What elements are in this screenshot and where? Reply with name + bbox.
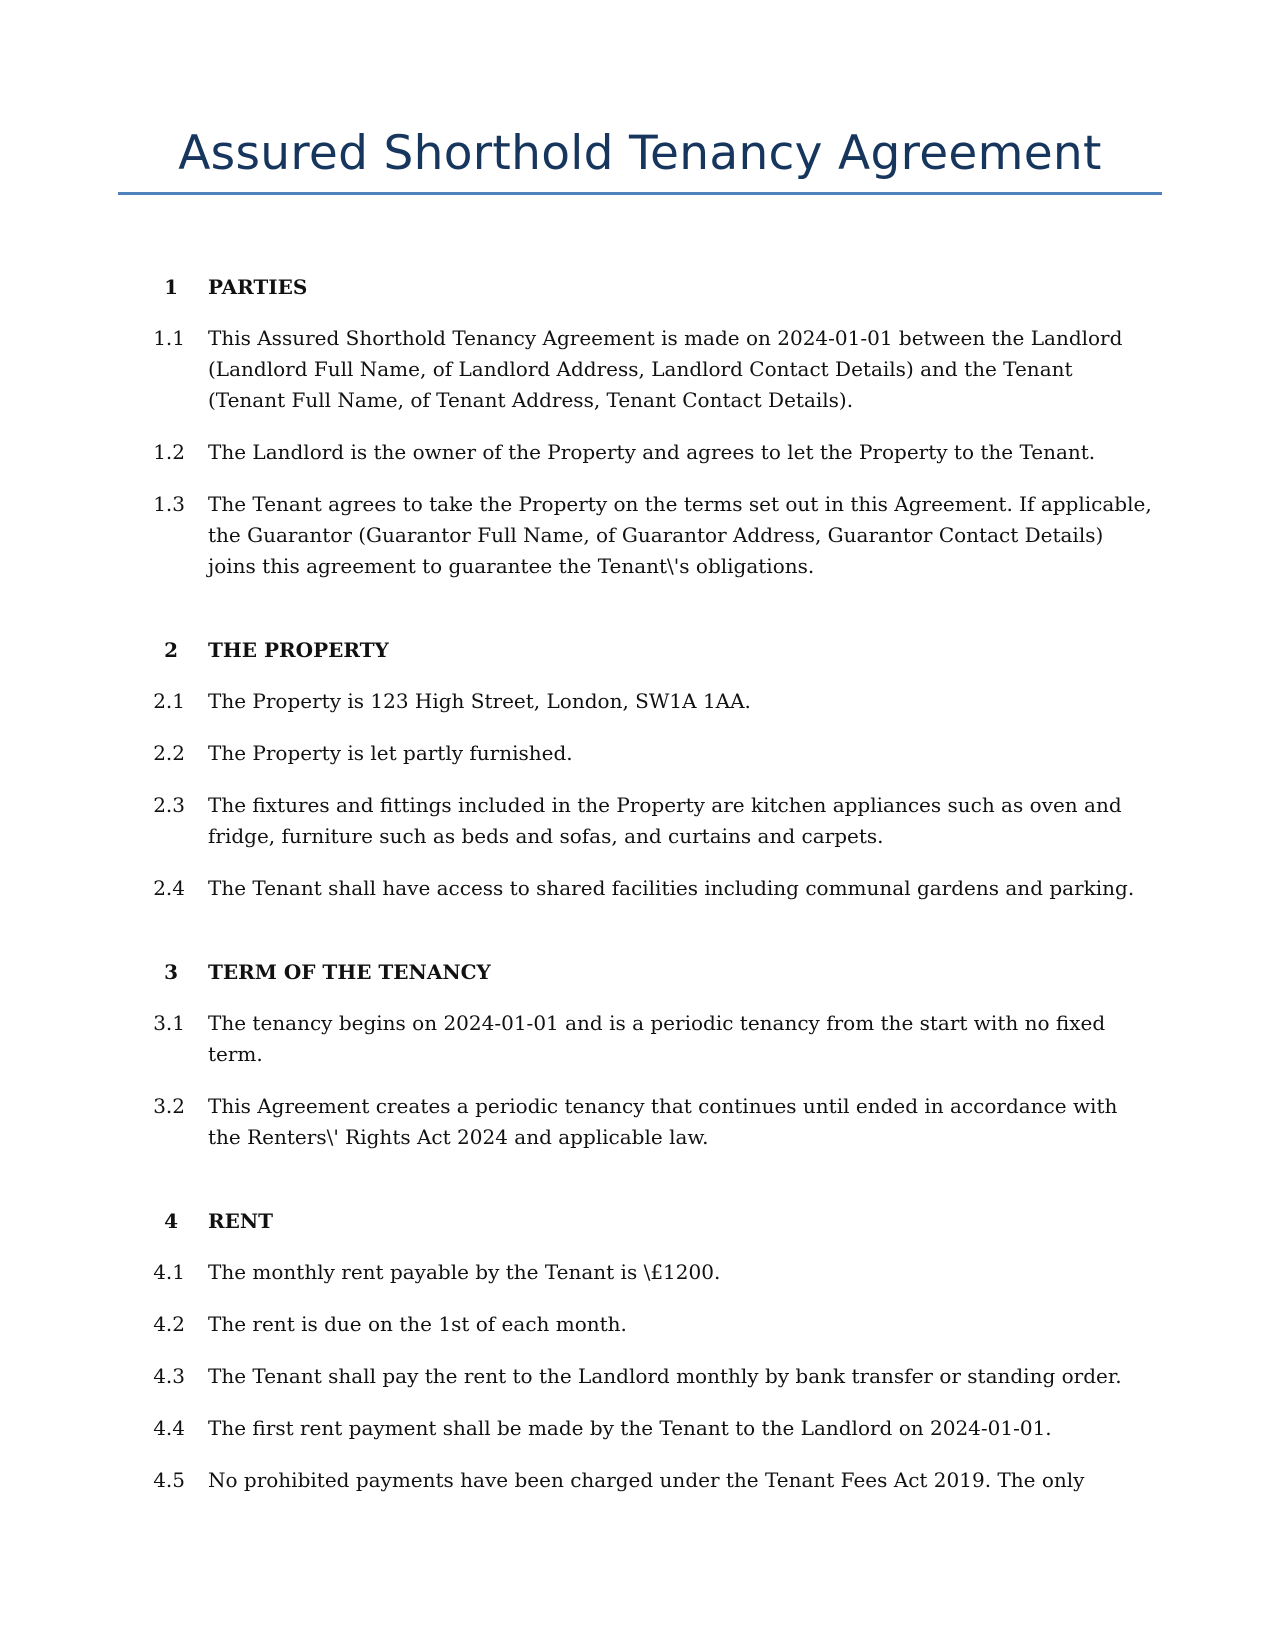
section-number: 3 <box>164 960 178 984</box>
clause-text: This Assured Shorthold Tenancy Agreement is made on 2024-01-01 between the Landlord (Landlord Full Name, of Landlord Address, Landlord Contact Details) and the Tenant (Tenant Full Name, of Tenant Address, Tenant Contact Details). <box>208 326 1123 412</box>
document-title: Assured Shorthold Tenancy Agreement <box>178 126 1102 181</box>
clause <box>118 1413 1162 1444</box>
clause <box>118 1309 1162 1340</box>
clause-text: The monthly rent payable by the Tenant is \£1200. <box>208 1260 721 1284</box>
clause-text: The first rent payment shall be made by the Tenant to the Landlord on 2024-01-01. <box>208 1416 1052 1440</box>
section-heading <box>118 272 1162 303</box>
clause-number: 1.1 <box>153 326 185 350</box>
clause-number: 4.3 <box>153 1364 185 1388</box>
clause <box>118 1465 1162 1496</box>
clause-number: 1.2 <box>153 440 185 464</box>
clause-text: The rent is due on the 1st of each month. <box>208 1312 627 1336</box>
section-number: 2 <box>164 638 178 662</box>
clause <box>118 489 1162 582</box>
section-rent <box>118 1206 1162 1496</box>
clause-number: 1.3 <box>153 492 185 516</box>
section-heading <box>118 635 1162 666</box>
clause-text: The Property is let partly furnished. <box>208 741 573 765</box>
clause-text: The Tenant shall have access to shared facilities including communal gardens and parking. <box>208 876 1135 900</box>
clause <box>118 873 1162 904</box>
clause-number: 2.4 <box>153 876 185 900</box>
clause-number: 2.1 <box>153 689 185 713</box>
section-term-of-tenancy <box>118 957 1162 1153</box>
clause <box>118 790 1162 852</box>
clause <box>118 738 1162 769</box>
clause <box>118 686 1162 717</box>
clause <box>118 323 1162 416</box>
section-title: PARTIES <box>208 275 308 299</box>
section-heading <box>118 1206 1162 1237</box>
clause-text: The Landlord is the owner of the Property and agrees to let the Property to the Tenant. <box>208 440 1096 464</box>
section-heading <box>118 957 1162 988</box>
clause-number: 4.5 <box>153 1468 185 1492</box>
clause-text: The Property is 123 High Street, London, SW1A 1AA. <box>208 689 751 713</box>
section-title: RENT <box>208 1209 274 1233</box>
clause-text: The Tenant agrees to take the Property on the terms set out in this Agreement. If applicable, the Guarantor (Guarantor Full Name, of Guarantor Address, Guarantor Contact Details) joins this agreement to guarantee the Tenant\'s obligations. <box>208 492 1152 578</box>
clause-text: The tenancy begins on 2024-01-01 and is a periodic tenancy from the start with no fixed term. <box>208 1011 1106 1066</box>
clause-number: 4.4 <box>153 1416 185 1440</box>
title-underline <box>118 192 1162 195</box>
clause <box>118 1008 1162 1070</box>
section-title: THE PROPERTY <box>208 638 389 662</box>
section-parties <box>118 272 1162 582</box>
document-body <box>118 272 1162 1496</box>
clause-number: 3.1 <box>153 1011 185 1035</box>
section-the-property <box>118 635 1162 904</box>
clause-number: 3.2 <box>153 1094 185 1118</box>
clause <box>118 437 1162 468</box>
clause-number: 2.2 <box>153 741 185 765</box>
clause <box>118 1361 1162 1392</box>
section-number: 1 <box>164 275 178 299</box>
clause-text: The fixtures and fittings included in the Property are kitchen appliances such as oven and fridge, furniture such as beds and sofas, and curtains and carpets. <box>208 793 1122 848</box>
clause <box>118 1257 1162 1288</box>
clause-number: 4.1 <box>153 1260 185 1284</box>
section-number: 4 <box>164 1209 178 1233</box>
clause-text: This Agreement creates a periodic tenancy that continues until ended in accordance with the Renters\' Rights Act 2024 and applicable law. <box>208 1094 1118 1149</box>
clause-text: The Tenant shall pay the rent to the Landlord monthly by bank transfer or standing order. <box>208 1364 1122 1388</box>
section-title: TERM OF THE TENANCY <box>208 960 491 984</box>
clause-number: 2.3 <box>153 793 185 817</box>
clause-number: 4.2 <box>153 1312 185 1336</box>
clause <box>118 1091 1162 1153</box>
clause-text: No prohibited payments have been charged under the Tenant Fees Act 2019. The only <box>208 1468 1085 1492</box>
